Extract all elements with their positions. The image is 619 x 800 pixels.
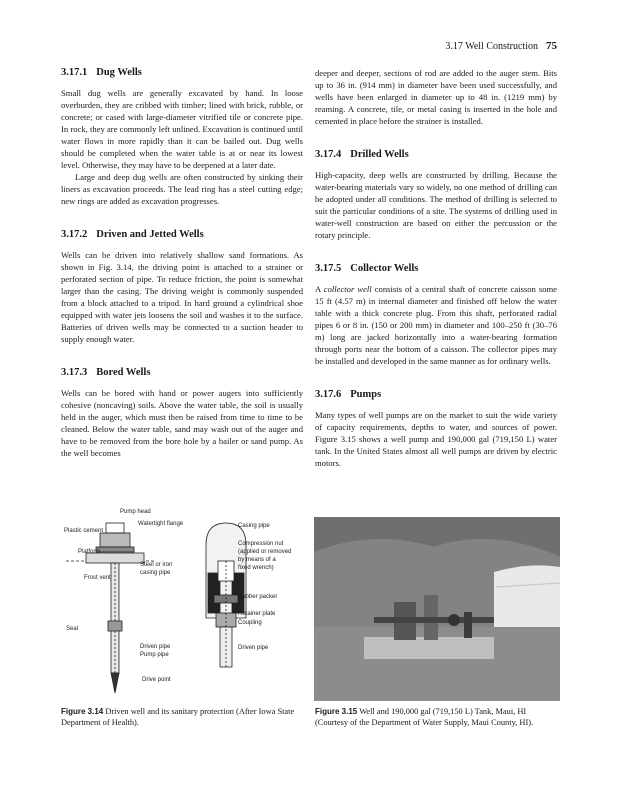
paragraph: deeper and deeper, sections of rod are added to the auger stem. Bits up to 36 in. (914 mm) in diameter have been used successfully, and wells have been enlarged in diameter up to 48 in. (1219 mm) by reaming. A concrete, tile, or metal casing is inserted in the hole and cemented in place before the strainer is installed.: [315, 68, 557, 126]
heading-collector-wells: 3.17.5 Collector Wells: [315, 263, 419, 274]
running-header: [445, 40, 557, 52]
svg-text:by means of a: by means of a: [238, 557, 276, 563]
svg-text:Driven pipe: Driven pipe: [140, 644, 171, 650]
figure-3-15-caption: Figure 3.15 Well and 190,000 gal (719,150 L) Tank, Maui, HI (Courtesy of the Department of Water Supply, Maui County, HI).: [315, 707, 534, 727]
svg-text:Seal: Seal: [66, 626, 79, 632]
paragraph: Wells can be bored with hand or power augers into sufficiently cohesive (noncaving) soils. Above the water table, the soil is usually held in the auger, which must then be raised from time to time to be cleaned. Below the water table, sand may wash out of the auger and have to be removed from the bore hole by a bailer or sand pump. As the well becomes: [61, 388, 303, 458]
figure-3-14-caption: Figure 3.14 Driven well and its sanitary protection (After Iowa State Department of Health).: [61, 707, 295, 727]
svg-text:Drive point: Drive point: [142, 677, 171, 683]
page-number: 75: [546, 40, 557, 52]
svg-text:Compression nut: Compression nut: [238, 541, 284, 547]
svg-text:Casing pipe: Casing pipe: [238, 523, 270, 529]
svg-text:fixed wrench): fixed wrench): [238, 565, 274, 571]
paragraph: Large and deep dug wells are often constructed by sinking their liners as excavation proceeds. The lead ring has a steel cutting edge; new rings are added as excavation progresses.: [61, 172, 303, 206]
driven-well-diagram: [56, 503, 306, 708]
heading-pumps: 3.17.6 Pumps: [315, 389, 382, 400]
paragraph: High-capacity, deep wells are constructed by drilling. Because the water-bearing materials vary so widely, no one method of drilling can be adopted under all conditions. The method of drilling is selected to suit the particular conditions of a site. The systems of drilling used in water-well construction are based on either the percussion or the rotary principle.: [315, 170, 557, 240]
svg-text:Coupling: Coupling: [238, 620, 262, 626]
svg-text:Pump pipe: Pump pipe: [140, 652, 169, 658]
heading-dug-wells: 3.17.1 Dug Wells: [61, 67, 142, 78]
heading-drilled-wells: 3.17.4 Drilled Wells: [315, 149, 409, 160]
svg-text:Steel or iron: Steel or iron: [140, 562, 173, 568]
svg-text:Frost vent: Frost vent: [84, 575, 111, 581]
svg-text:Rubber packer: Rubber packer: [238, 594, 278, 600]
right-column: [315, 67, 557, 469]
svg-text:(applied or removed: (applied or removed: [238, 549, 292, 555]
header-section: 3.17 Well Construction: [445, 41, 538, 52]
well-tank-photo: [314, 517, 560, 701]
svg-text:Retainer plate: Retainer plate: [238, 611, 276, 617]
heading-driven-wells: 3.17.2 Driven and Jetted Wells: [61, 229, 204, 240]
svg-text:Pump head: Pump head: [120, 509, 151, 515]
paragraph: Many types of well pumps are on the market to suit the wide variety of capacity requirements, depths to water, and sources of power. Figure 3.15 shows a well pump and 190,000 gal (719,150 L) water tank. In the United States almost all well pumps are driven by electric motors.: [315, 410, 557, 468]
paragraph: Wells can be driven into relatively shallow sand formations. As shown in Fig. 3.14, the driving point is attached to a strainer or perforated section of pipe. To reduce friction, the point is somewhat larger than the casing. The driving weight is commonly suspended from a block attached to a tripod. In hard ground a cylindrical shoe equipped with water jets loosens the soil and washes it to the surface. Batteries of driven wells may be connected to a suction header to supply enough water.: [61, 250, 303, 344]
svg-text:Plastic cement: Plastic cement: [64, 528, 104, 534]
svg-text:Driven pipe: Driven pipe: [238, 645, 269, 651]
term-collector-well: collector well: [323, 284, 372, 294]
svg-text:casing pipe: casing pipe: [140, 570, 171, 576]
svg-text:Platform: Platform: [78, 549, 101, 555]
left-column: [61, 67, 303, 459]
paragraph: Small dug wells are generally excavated by hand. In loose overburden, they are cribbed with timber; lined with brick, rubble, or concrete; or cased with large-diameter vitrified tile or concrete pipe. In rock, they are commonly left unlined. Excavation is continued until water flows in more rapidly than it can be bailed out. Dug wells should be completed when the water table is at or near its lowest level. Otherwise, they may have to be deepened at a later date.: [61, 88, 303, 170]
svg-text:Watertight flange: Watertight flange: [138, 521, 184, 527]
paragraph: A collector well consists of a central shaft of concrete caisson some 15 ft (4.57 m) in internal diameter and finished off below the water table with a thick concrete plug. From this shaft, perforated radial pipes 6 or 8 in. (150 or 200 mm) in diameter and 100–250 ft (30–76 m) long are jacked horizontally into a water-bearing formation through ports near the bottom of a caisson. The collector pipes may be installed and developed in the same manner as for ordinary wells.: [315, 284, 557, 366]
heading-bored-wells: 3.17.3 Bored Wells: [61, 367, 151, 378]
